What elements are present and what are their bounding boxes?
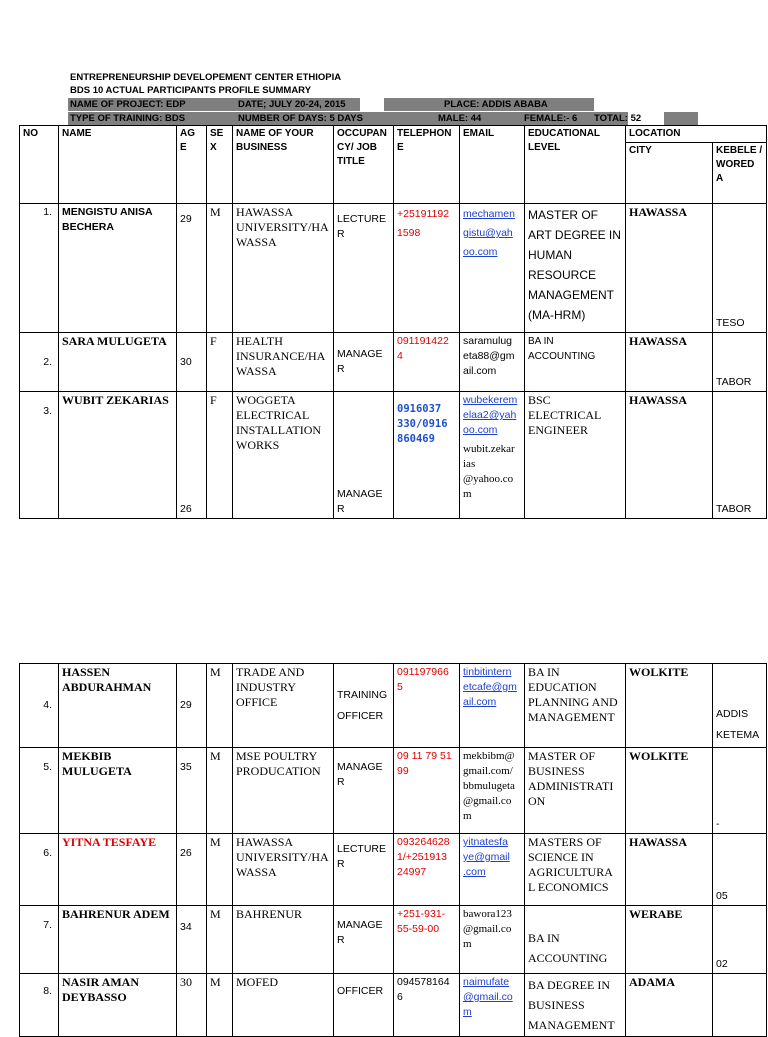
row-no: 4. xyxy=(20,664,59,748)
row-sex: M xyxy=(207,664,233,748)
col-header-location: LOCATION xyxy=(626,126,767,143)
row-education: BA IN EDUCATION PLANNING AND MANAGEMENT xyxy=(525,664,626,748)
table-row xyxy=(20,664,767,748)
row-no: 3. xyxy=(20,392,59,519)
col-header-no: NO xyxy=(20,126,59,204)
row-telephone: 091197966 5 xyxy=(394,664,460,748)
row-age: 35 xyxy=(177,748,207,834)
row-sex: F xyxy=(207,392,233,519)
row-occupation: LECTURER xyxy=(334,834,394,906)
row-name: MENGISTU ANISA BECHERA xyxy=(59,204,177,333)
row-telephone: 09 11 79 51 99 xyxy=(394,748,460,834)
col-header-occupation: OCCUPAN CY/ JOB TITLE xyxy=(334,126,394,204)
row-name: SARA MULUGETA xyxy=(59,333,177,392)
row-email-secondary: wubit.zekar ias @yahoo.co m xyxy=(463,443,515,500)
row-age: 26 xyxy=(177,392,207,519)
table-row xyxy=(20,906,767,974)
row-email-link[interactable]: wubekerem elaa2@yah oo.com xyxy=(463,394,518,436)
table-row xyxy=(20,333,767,392)
row-email-link[interactable]: naimufate @gmail.co m xyxy=(460,974,525,1037)
row-city: HAWASSA xyxy=(626,392,713,519)
row-occupation: MANAGER xyxy=(334,392,394,519)
table-row xyxy=(20,204,767,333)
row-no: 6. xyxy=(20,834,59,906)
row-email: mekbibm@ gmail.com/ bbmulugeta @gmail.co m xyxy=(460,748,525,834)
row-sex: M xyxy=(207,834,233,906)
row-age: 29 xyxy=(177,204,207,333)
row-email-link[interactable]: tinbitintern etcafe@gm ail.com xyxy=(460,664,525,748)
row-age: 26 xyxy=(177,834,207,906)
row-business: TRADE AND INDUSTRY OFFICE xyxy=(233,664,334,748)
row-sex: M xyxy=(207,974,233,1037)
male-count: MALE: 44 xyxy=(438,113,482,124)
row-sex: M xyxy=(207,204,233,333)
row-kebele: TESO xyxy=(713,204,767,333)
row-occupation: TRAINING OFFICER xyxy=(334,664,394,748)
table-row xyxy=(20,834,767,906)
row-telephone: +25191192 1598 xyxy=(394,204,460,333)
col-header-city: CITY xyxy=(626,143,713,204)
row-sex: M xyxy=(207,748,233,834)
row-kebele: 05 xyxy=(713,834,767,906)
row-occupation: LECTURER xyxy=(334,204,394,333)
row-education: MASTER OF ART DEGREE IN HUMAN RESOURCE MANAGEMENT (MA-HRM) xyxy=(525,204,626,333)
project-name: NAME OF PROJECT: EDP xyxy=(70,99,186,110)
row-sex: F xyxy=(207,333,233,392)
row-business: HEALTH INSURANCE/HA WASSA xyxy=(233,333,334,392)
table-row xyxy=(20,974,767,1037)
row-business: WOGGETA ELECTRICAL INSTALLATION WORKS xyxy=(233,392,334,519)
row-telephone: 093264628 1/+251913 24997 xyxy=(394,834,460,906)
row-email-link[interactable]: mechamen gistu@yah oo.com xyxy=(460,204,525,333)
row-business: MOFED xyxy=(233,974,334,1037)
row-telephone: +251-931- 55-59-00 xyxy=(394,906,460,974)
row-name: YITNA TESFAYE xyxy=(59,834,177,906)
row-kebele: TABOR xyxy=(713,333,767,392)
row-age: 30 xyxy=(177,333,207,392)
col-header-business: NAME OF YOUR BUSINESS xyxy=(233,126,334,204)
row-occupation: MANAGER xyxy=(334,333,394,392)
row-business: HAWASSA UNIVERSITY/HA WASSA xyxy=(233,834,334,906)
row-city: WOLKITE xyxy=(626,664,713,748)
training-place: PLACE: ADDIS ABABA xyxy=(444,99,548,110)
total-count: TOTAL: 52 xyxy=(594,113,642,124)
row-telephone: 0916037 330/0916 860469 xyxy=(394,392,460,519)
training-days: NUMBER OF DAYS: 5 DAYS xyxy=(238,113,363,124)
row-email-cell xyxy=(460,392,525,519)
row-kebele xyxy=(713,974,767,1037)
row-education: BA IN ACCOUNTING xyxy=(525,333,626,392)
row-no: 1. xyxy=(20,204,59,333)
row-sex: M xyxy=(207,906,233,974)
participants-table-2 xyxy=(19,663,767,1037)
row-occupation: MANAGER xyxy=(334,906,394,974)
row-age: 30 xyxy=(177,974,207,1037)
col-header-age: AG E xyxy=(177,126,207,204)
col-header-telephone: TELEPHON E xyxy=(394,126,460,204)
row-occupation: OFFICER xyxy=(334,974,394,1037)
row-name: MEKBIB MULUGETA xyxy=(59,748,177,834)
training-date: DATE; JULY 20-24, 2015 xyxy=(238,99,346,110)
row-no: 2. xyxy=(20,333,59,392)
table-row xyxy=(20,748,767,834)
col-header-email: EMAIL xyxy=(460,126,525,204)
col-header-name: NAME xyxy=(59,126,177,204)
row-city: ADAMA xyxy=(626,974,713,1037)
row-name: WUBIT ZEKARIAS xyxy=(59,392,177,519)
row-business: HAWASSA UNIVERSITY/HA WASSA xyxy=(233,204,334,333)
row-occupation: MANAGER xyxy=(334,748,394,834)
row-kebele: - xyxy=(713,748,767,834)
row-name: HASSEN ABDURAHMAN xyxy=(59,664,177,748)
col-header-education: EDUCATIONAL LEVEL xyxy=(525,126,626,204)
row-name: NASIR AMAN DEYBASSO xyxy=(59,974,177,1037)
row-kebele: TABOR xyxy=(713,392,767,519)
row-age: 29 xyxy=(177,664,207,748)
training-type: TYPE OF TRAINING: BDS xyxy=(70,113,186,124)
row-email: bawora123 @gmail.co m xyxy=(460,906,525,974)
col-header-kebele: KEBELE / WORED A xyxy=(713,143,767,204)
row-city: WOLKITE xyxy=(626,748,713,834)
org-title: ENTREPRENEURSHIP DEVELOPEMENT CENTER ETHIOPIA xyxy=(70,72,342,83)
row-education: MASTERS OF SCIENCE IN AGRICULTURA L ECONOMICS xyxy=(525,834,626,906)
report-subtitle: BDS 10 ACTUAL PARTICIPANTS PROFILE SUMMARY xyxy=(70,85,312,96)
row-email-link[interactable]: yitnatesfa ye@gmail .com xyxy=(460,834,525,906)
row-no: 7. xyxy=(20,906,59,974)
row-business: MSE POULTRY PRODUCATION xyxy=(233,748,334,834)
row-city: HAWASSA xyxy=(626,333,713,392)
row-education: BSC ELECTRICAL ENGINEER xyxy=(525,392,626,519)
row-education: BA DEGREE IN BUSINESS MANAGEMENT xyxy=(525,974,626,1037)
row-telephone: 091191422 4 xyxy=(394,333,460,392)
row-age: 34 xyxy=(177,906,207,974)
row-no: 8. xyxy=(20,974,59,1037)
row-education: MASTER OF BUSINESS ADMINISTRATI ON xyxy=(525,748,626,834)
row-name: BAHRENUR ADEM xyxy=(59,906,177,974)
row-kebele: ADDIS KETEMA xyxy=(713,664,767,748)
participants-table-1 xyxy=(19,125,767,519)
row-telephone: 094578164 6 xyxy=(394,974,460,1037)
row-business: BAHRENUR xyxy=(233,906,334,974)
female-count: FEMALE:- 6 xyxy=(524,113,578,124)
row-city: WERABE xyxy=(626,906,713,974)
header-shade-3 xyxy=(664,112,698,125)
row-city: HAWASSA xyxy=(626,204,713,333)
row-no: 5. xyxy=(20,748,59,834)
col-header-sex: SE X xyxy=(207,126,233,204)
row-email: saramulug eta88@gm ail.com xyxy=(460,333,525,392)
table-row xyxy=(20,392,767,519)
row-kebele: 02 xyxy=(713,906,767,974)
row-city: HAWASSA xyxy=(626,834,713,906)
row-education: BA IN ACCOUNTING xyxy=(525,906,626,974)
